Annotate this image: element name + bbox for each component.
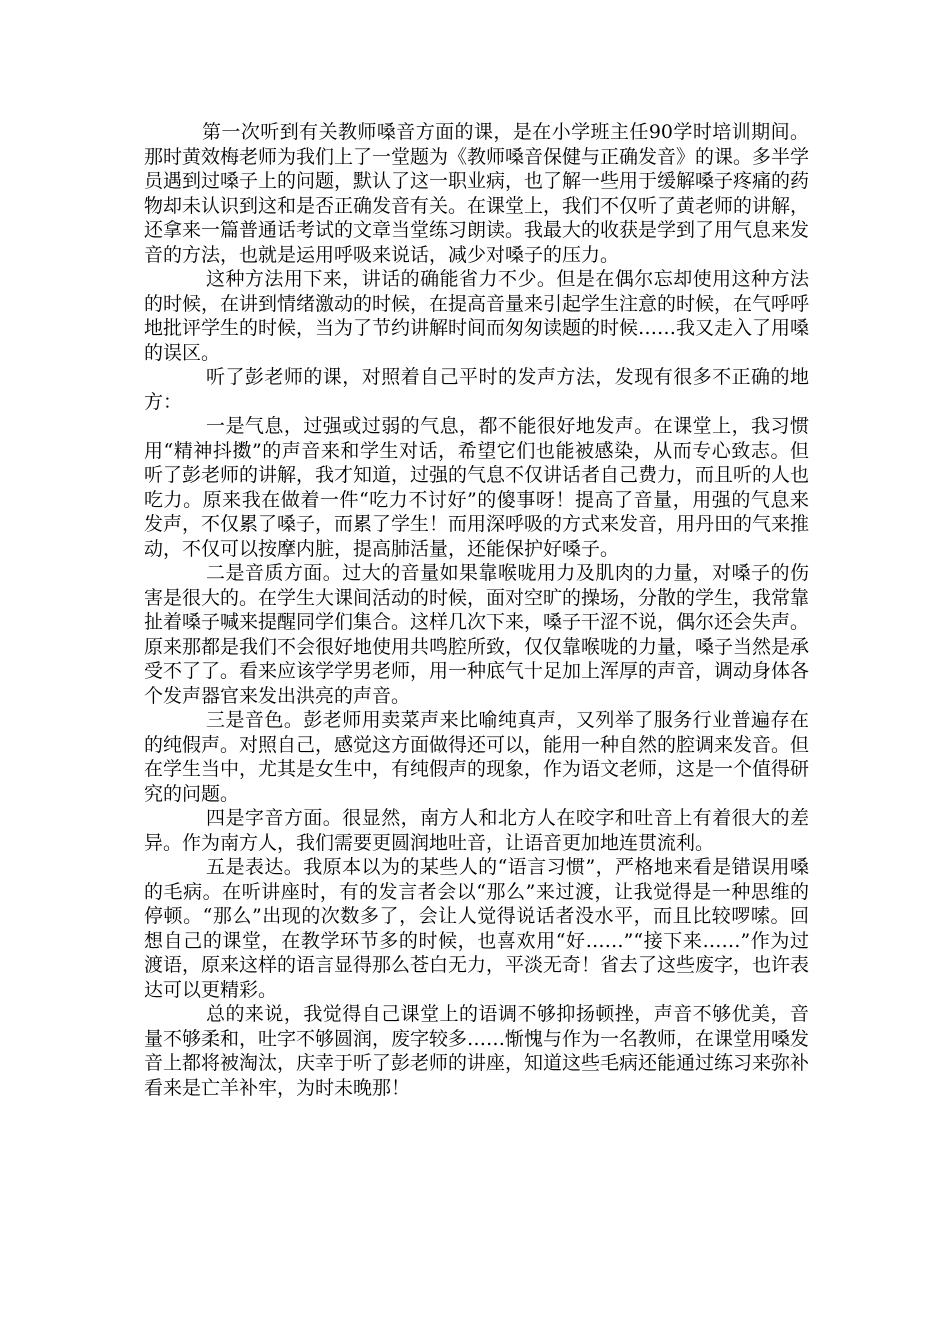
paragraph-4: 一是气息，过强或过弱的气息，都不能很好地发声。在课堂上，我习惯用“精神抖擞”的声音来和学生对话，希望它们也能被感染，从而专心致志。但听了彭老师的讲解，我才知道，过强的气息不仅讲话者自己费力，而且听的人也吃力。原来我在做着一件“吃力不讨好”的傻事呀！提高了音量，用强的气息来发声，不仅累了嗓子，而累了学生！而用深呼吸的方式来发音，用丹田的气来推动，不仅可以按摩内脏，提高肺活量，还能保护好嗓子。 [144,415,810,560]
paragraph-7: 四是字音方面。很显然，南方人和北方人在咬字和吐音上有着很大的差异。作为南方人，我们需要更圆润地吐音，让语音更加地连贯流利。 [144,807,809,854]
paragraph-8: 五是表达。我原本以为的某些人的“语言习惯”，严格地来看是错误用嗓的毛病。在听讲座时，有的发言者会以“那么”来过渡，让我觉得是一种思维的停顿。“那么”出现的次数多了，会让人觉得说话者没水平，而且比较啰嗦。回想自己的课堂，在教学环节多的时候，也喜欢用“好……”“接下来……”作为过渡语，原来这样的语言显得那么苍白无力，平淡无奇！省去了这些废字，也许表达可以更精彩。 [144,856,810,1001]
paragraph-3: 听了彭老师的课，对照着自己平时的发声方法，发现有很多不正确的地方： [144,366,809,413]
document-body [144,120,809,1100]
paragraph-5: 二是音质方面。过大的音量如果靠喉咙用力及肌肉的力量，对嗓子的伤害是很大的。在学生大课间活动的时候，面对空旷的操场，分散的学生，我常靠扯着嗓子喊来提醒同学们集合。这样几次下来，嗓子干涩不说，偶尔还会失声。原来那都是我们不会很好地使用共鸣腔所致，仅仅靠喉咙的力量，嗓子当然是承受不了了。看来应该学学男老师，用一种底气十足加上浑厚的声音，调动身体各个发声器官来发出洪亮的声音。 [144,562,810,707]
paragraph-9: 总的来说，我觉得自己课堂上的语调不够抑扬顿挫，声音不够优美，音量不够柔和，吐字不够圆润，废字较多……惭愧与作为一名教师，在课堂用嗓发音上都将被淘汰，庆幸于听了彭老师的讲座，知道这些毛病还能通过练习来弥补看来是亡羊补牢，为时未晚那！ [144,1003,810,1099]
paragraph-2: 这种方法用下来，讲话的确能省力不少。但是在偶尔忘却使用这种方法的时候，在讲到情绪激动的时候，在提高音量来引起学生注意的时候，在气呼呼地批评学生的时候，当为了节约讲解时间而匆匆读题的时候……我又走入了用嗓的误区。 [144,268,810,364]
paragraph-1: 第一次听到有关教师嗓音方面的课，是在小学班主任90学时培训期间。那时黄效梅老师为我们上了一堂题为《教师嗓音保健与正确发音》的课。多半学员遇到过嗓子上的问题，默认了这一职业病，也了解一些用于缓解嗓子疼痛的药物却未认识到这和是否正确发音有关。在课堂上，我们不仅听了黄老师的讲解，还拿来一篇普通话考试的文章当堂练习朗读。我最大的收获是学到了用气息来发音的方法，也就是运用呼吸来说话，减少对嗓子的压力。 [144,121,810,266]
paragraph-6: 三是音色。彭老师用卖菜声来比喻纯真声，又列举了服务行业普遍存在的纯假声。对照自己，感觉这方面做得还可以，能用一种自然的腔调来发音。但在学生当中，尤其是女生中，有纯假声的现象，作为语文老师，这是一个值得研究的问题。 [144,709,810,805]
